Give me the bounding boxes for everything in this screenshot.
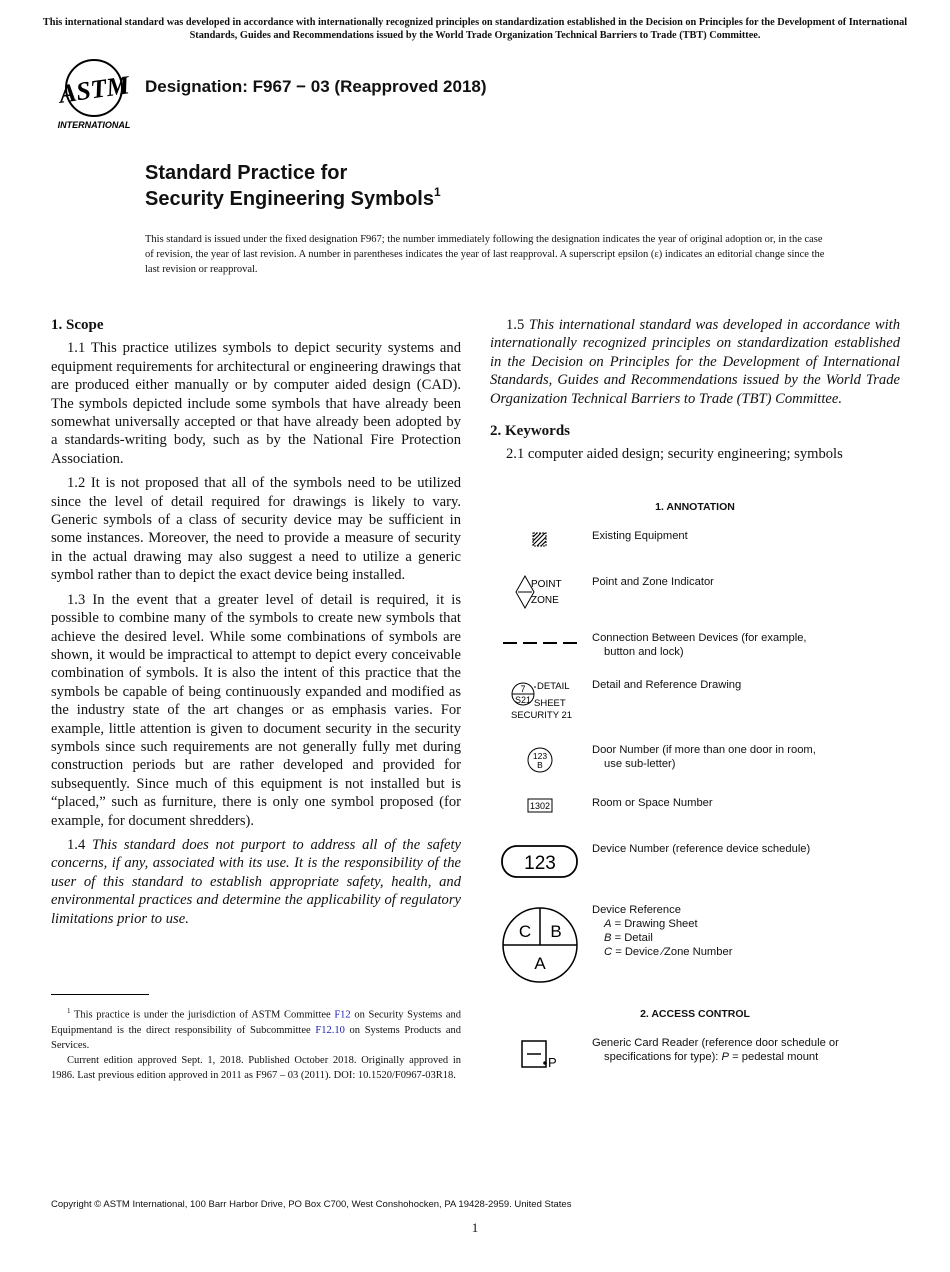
svg-text:7: 7 (520, 684, 526, 694)
svg-text:S21: S21 (514, 695, 532, 705)
svg-text:SECURITY 21: SECURITY 21 (511, 710, 573, 721)
device-reference-symbol (502, 906, 578, 989)
title-line-1: Standard Practice for (145, 162, 348, 184)
connection-symbol (503, 633, 579, 651)
door-number-symbol (527, 747, 553, 778)
scope-p5: 1.5 This international standard was developed in accordance with internationally recognized principles on standardization established in the Decision on Principles for the Development of International Standards, Guides and Recommendations issued by the World Trade Organization Technical Barriers to Trade (TBT) Committee. (490, 317, 901, 407)
svg-text:P: P (548, 1055, 557, 1070)
card-reader-symbol (521, 1040, 561, 1075)
designation: Designation: F967 − 03 (Reapproved 2018) (145, 77, 487, 96)
scope-p3: 1.3 In the event that a greater level of detail is required, it is possible to combine many of the symbols to create new symbols that achieve the desired level. While some combinations of symbols are shown, it would be impractical to attempt to depict every conceivable combination of symbols. It is also the intent of this practice that the symbols be capable of being continuously expanded and modified as the industry state of the art changes or as emphasis varies. For example, little attention is given to document security in the security symbols since such requirements are not generally fully met during construction periods but are rather developed and provided for subsequently. Since much of this equipment is not installed but is “placed,” such as furniture, there is only one symbol proposed (for example, for document shredders). (51, 591, 461, 829)
existing-equipment-label: Existing Equipment (592, 530, 688, 542)
top-notice: This international standard was developed in accordance with internationally recognized principles on standardization established in the Decision on Principles for the Development of International Standards, Guides and Recommendations issued by the World Trade Organization Technical Barriers to Trade (TBT) Committee. (42, 17, 908, 41)
svg-text:B: B (550, 922, 562, 941)
svg-text:123: 123 (532, 751, 548, 761)
svg-text:SHEET: SHEET (534, 698, 566, 709)
connection-label: Connection Between Devices (for example, button and lock) (592, 632, 807, 658)
logo-mark: ASTM (57, 70, 132, 109)
device-reference-label: Device Reference A = Drawing Sheet B = Detail C = Device ⁄Zone Number (592, 904, 733, 958)
svg-text:1302: 1302 (529, 801, 551, 811)
footnote-edition: Current edition approved Sept. 1, 2018. Published October 2018. Originally approved in 1986. Last previous edition approved in 2011 as F967 – 03 (2011). DOI: 10.1520/F0967-03R18. (51, 1054, 461, 1081)
keywords-heading: 2. Keywords (490, 423, 570, 440)
existing-equipment-symbol (532, 532, 548, 553)
access-control-heading: 2. ACCESS CONTROL (640, 1008, 750, 1020)
point-label: POINT (531, 579, 562, 590)
device-number-symbol (501, 845, 579, 884)
right-column (490, 316, 900, 470)
astm-logo (54, 58, 134, 132)
keywords-p1: 2.1 computer aided design; security engineering; symbols (506, 446, 843, 463)
point-zone-symbol (514, 575, 570, 614)
left-column (51, 316, 461, 934)
scope-p2: 1.2 It is not proposed that all of the symbols need to be utilized since the level of detail required for drawings is likely to vary. Generic symbols of a class of security device may be sufficient in some instances. Moreover, the need to provide a measure of security in the actual drawing may also suggest a need to utilize a generic symbol rather than to depict the exact device being installed. (51, 475, 461, 584)
svg-text:A: A (534, 954, 546, 973)
copyright: Copyright © ASTM International, 100 Barr Harbor Drive, PO Box C700, West Conshohocken, PA 19428-2959. United States (51, 1199, 572, 1210)
door-number-label: Door Number (if more than one door in room, use sub-letter) (592, 744, 816, 770)
footnote-1: $^1$ This practice is under the jurisdiction of ASTM Committee F12 on Security Systems and Equipmentand is the direct responsibility of Subcommittee F12.10 on Systems Products and Services. (51, 1007, 461, 1051)
page-title (145, 160, 441, 212)
logo-sub: INTERNATIONAL (57, 120, 131, 130)
page-number: 1 (471, 1220, 479, 1235)
room-number-symbol (527, 798, 553, 819)
device-number-label: Device Number (reference device schedule) (592, 843, 811, 855)
link-f12-10[interactable]: F12.10 (315, 1024, 345, 1036)
title-line-2: Security Engineering Symbols (145, 188, 434, 210)
footnotes (51, 1004, 461, 1083)
svg-text:DETAIL: DETAIL (537, 681, 570, 692)
scope-heading: 1. Scope (51, 317, 104, 333)
title-footnote-ref: 1 (433, 185, 441, 199)
issued-note: This standard is issued under the fixed designation F967; the number immediately following the designation indicates the year of original adoption or, in the case of revision, the year of last revision. A number in parentheses indicates the year of last reapproval. A superscript epsilon (ε) indicates an editorial change since the last revision or reapproval. (145, 234, 825, 275)
point-zone-label: Point and Zone Indicator (592, 576, 714, 588)
svg-text:C: C (518, 922, 532, 941)
link-f12[interactable]: F12 (334, 1009, 351, 1021)
svg-text:123: 123 (524, 853, 556, 874)
svg-text:B: B (537, 760, 543, 770)
annotation-heading: 1. ANNOTATION (655, 501, 735, 513)
footnote-divider (51, 994, 149, 995)
detail-reference-symbol (508, 677, 574, 728)
scope-p4: 1.4 This standard does not purport to address all of the safety concerns, if any, associated with its use. It is the responsibility of the user of this standard to establish appropriate safety, health, and environmental practices and determine the applicability of regulatory limitations prior to use. (51, 836, 461, 927)
zone-label: ZONE (531, 595, 559, 606)
card-reader-label: Generic Card Reader (reference door schedule or specifications for type): P = pedestal mount (592, 1037, 839, 1063)
detail-reference-label: Detail and Reference Drawing (592, 679, 742, 691)
room-number-label: Room or Space Number (592, 797, 713, 809)
scope-p1: 1.1 This practice utilizes symbols to depict security systems and equipment requirements for architectural or engineering drawings that are produced either manually or by computer aided design (CAD). The symbols depicted include some symbols that have already been somewhat universally accepted or that have already been adopted by a standards-writing body, such as by the National Fire Protection Association. (51, 340, 461, 467)
